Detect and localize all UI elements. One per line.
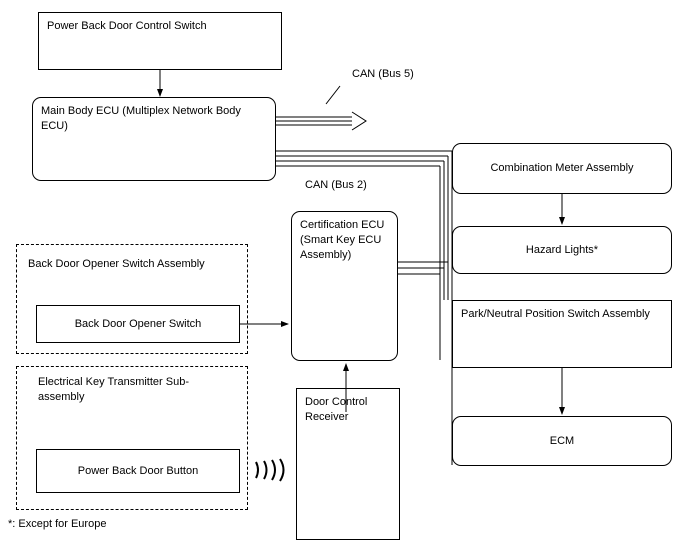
- footnote: *: Except for Europe: [8, 518, 107, 530]
- box-combination-meter-assembly[interactable]: [452, 143, 672, 194]
- box-label: Main Body ECU (Multiplex Network Body ECU): [41, 105, 241, 132]
- box-label: Door Control Receiver: [305, 396, 368, 423]
- label-can-bus-2: CAN (Bus 2): [305, 179, 367, 191]
- group-label-back-door-opener-switch-assembly: Back Door Opener Switch Assembly: [28, 258, 205, 270]
- box-hazard-lights[interactable]: [452, 226, 672, 274]
- box-label: Park/Neutral Position Switch Assembly: [461, 308, 650, 320]
- box-park-neutral-position-switch-assembly[interactable]: [452, 300, 672, 368]
- box-label: Combination Meter Assembly: [490, 162, 634, 175]
- box-power-back-door-control-switch[interactable]: [38, 12, 282, 70]
- box-label: Power Back Door Control Switch: [47, 20, 207, 32]
- box-label: Certification ECU (Smart Key ECU Assembly): [300, 219, 385, 261]
- label-can-bus-5: CAN (Bus 5): [352, 68, 414, 80]
- box-label: Hazard Lights*: [525, 243, 599, 256]
- box-label: Power Back Door Button: [77, 464, 199, 477]
- box-label: Back Door Opener Switch: [74, 317, 202, 330]
- group-label-electrical-key-transmitter-sub-assembly: Electrical Key Transmitter Sub-assembly: [38, 376, 189, 403]
- box-back-door-opener-switch[interactable]: [36, 305, 240, 343]
- box-power-back-door-button[interactable]: [36, 449, 240, 493]
- box-label: ECM: [549, 434, 575, 447]
- box-ecm[interactable]: [452, 416, 672, 466]
- box-door-control-receiver[interactable]: [296, 388, 400, 540]
- box-certification-ecu[interactable]: [291, 211, 398, 361]
- box-main-body-ecu[interactable]: [32, 97, 276, 181]
